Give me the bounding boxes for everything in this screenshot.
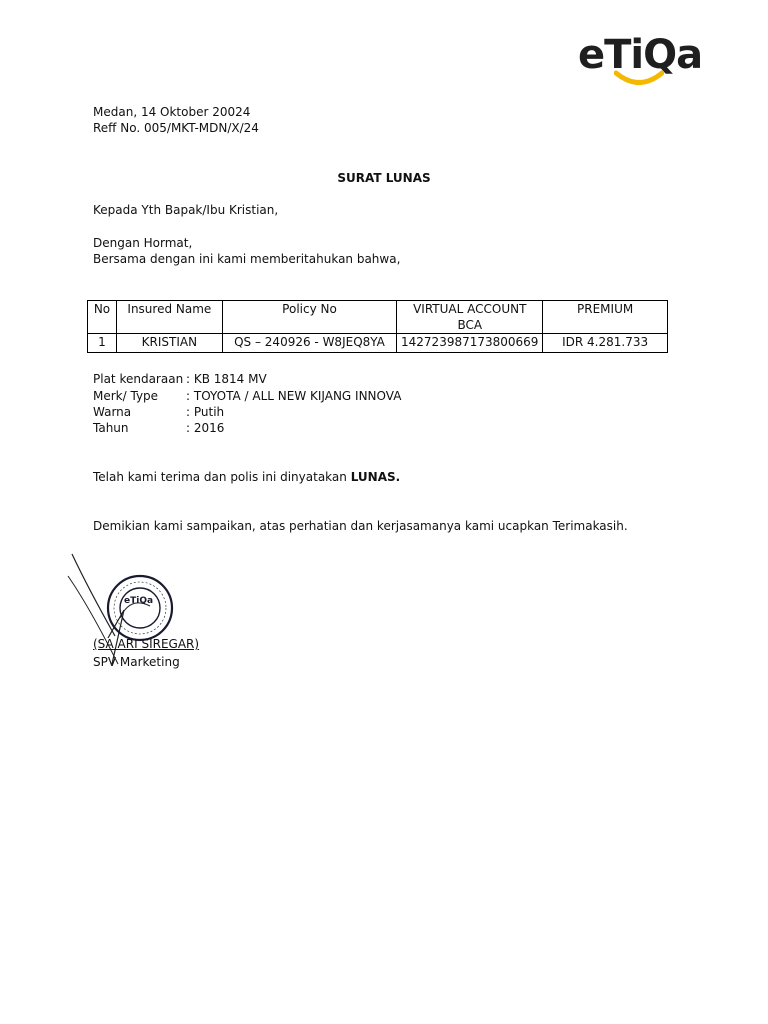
cell-premium: IDR 4.281.733 [543,334,668,353]
header-no: No [88,301,117,334]
header-virtual-account: VIRTUAL ACCOUNT BCA [397,301,543,334]
etiqa-logo [578,30,708,92]
header-premium: PREMIUM [543,301,668,334]
greeting: Dengan Hormat, [93,236,193,250]
policy-table [87,300,668,353]
year-value: : 2016 [186,421,225,435]
intro-text: Bersama dengan ini kami memberitahukan bahwa, [93,252,401,266]
stamp-logo-text: eTiQa [124,596,154,606]
table-row [88,334,668,353]
cell-virtual-account: 142723987173800669 [397,334,543,353]
statement-emphasis: LUNAS. [350,470,401,484]
plate-label: Plat kendaraan [93,372,184,386]
reference-number: Reff No. 005/MKT-MDN/X/24 [93,121,259,135]
place-date: Medan, 14 Oktober 20024 [93,105,251,119]
brand-label: Merk/ Type [93,389,159,403]
cell-insured-name: KRISTIAN [116,334,222,353]
year-label: Tahun [93,421,129,435]
header-insured-name: Insured Name [116,301,222,334]
header-policy-no: Policy No [222,301,397,334]
cell-no: 1 [88,334,117,353]
closing-text: Demikian kami sampaikan, atas perhatian dan kerjasamanya kami ucapkan Terimakasih. [93,519,628,533]
color-value: : Putih [186,405,225,419]
signatory-name: (SA ARI SIREGAR) [93,637,200,651]
cell-policy-no: QS – 240926 - W8JEQ8YA [222,334,397,353]
signatory-position: SPV Marketing [93,655,180,669]
letter-title: SURAT LUNAS [337,171,431,185]
statement [93,469,400,485]
statement-text: Telah kami terima dan polis ini dinyatakan [93,470,351,484]
plate-value: : KB 1814 MV [186,372,267,386]
table-header-row [88,301,668,334]
brand-value: : TOYOTA / ALL NEW KIJANG INNOVA [186,389,402,403]
logo-wordmark: eTiQa [578,32,703,78]
logo-smile-icon [614,70,664,88]
color-label: Warna [93,405,132,419]
salutation: Kepada Yth Bapak/Ibu Kristian, [93,203,279,217]
